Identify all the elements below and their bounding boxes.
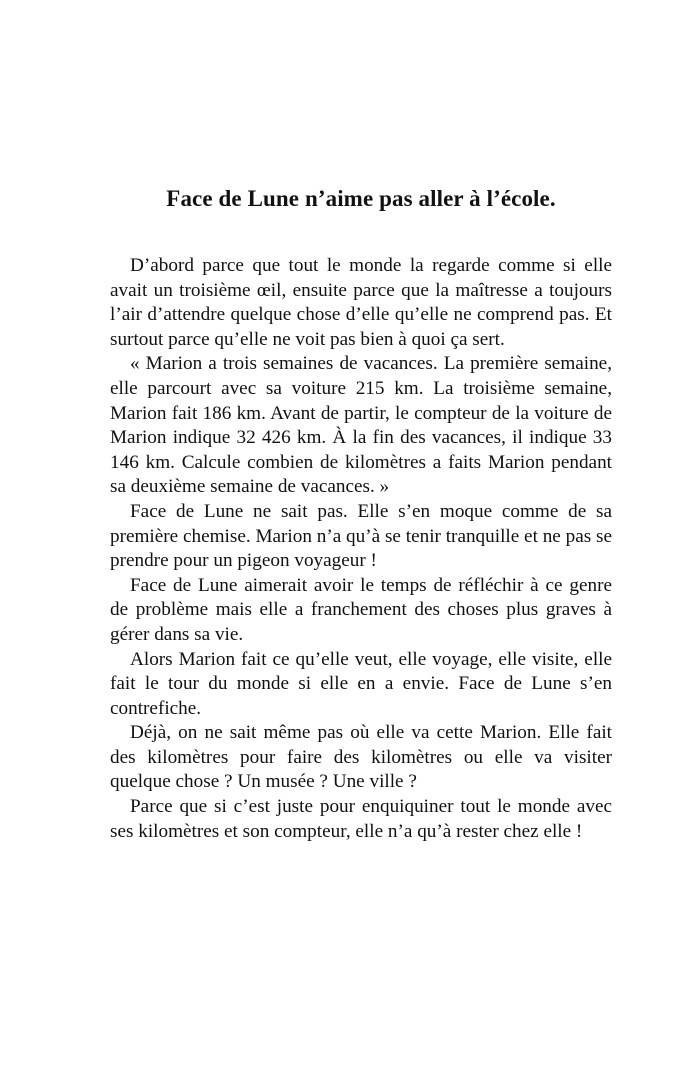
paragraph: Alors Marion fait ce qu’elle veut, elle voyage, elle visite, elle fait le tour du monde si elle en a envie. Face de Lune s’en contrefiche. — [110, 648, 612, 719]
paragraph: Parce que si c’est juste pour enquiquiner tout le monde avec ses kilomètres et son compteur, elle n’a qu’à rester chez elle ! — [110, 796, 612, 842]
chapter-title: Face de Lune n’aime pas aller à l’école. — [166, 186, 556, 211]
body-text — [110, 254, 612, 844]
paragraph: Déjà, on ne sait même pas où elle va cette Marion. Elle fait des kilomètres pour faire des kilomètres ou elle va visiter quelque chose ? Un musée ? Une ville ? — [110, 722, 612, 793]
paragraph: « Marion a trois semaines de vacances. La première semaine, elle parcourt avec sa voiture 215 km. La troisième semaine, Marion fait 186 km. Avant de partir, le compteur de la voiture de Marion indique 32 426 km. À la fin des vacances, il indique 33 146 km. Calcule combien de kilomètres a faits Marion pendant sa deuxième semaine de vacances. » — [110, 353, 612, 498]
paragraph: Face de Lune ne sait pas. Elle s’en moque comme de sa première chemise. Marion n’a qu’à se tenir tranquille et ne pas se prendre pour un pigeon voyageur ! — [110, 500, 612, 572]
paragraph: D’abord parce que tout le monde la regarde comme si elle avait un troisième œil, ensuite parce que la maîtresse a toujours l’air d’attendre quelque chose d’elle qu’elle ne comprend pas. Et surtout parce qu’elle ne voit pas bien à quoi ça sert. — [110, 255, 612, 350]
paragraph: Face de Lune aimerait avoir le temps de réfléchir à ce genre de problème mais elle a franchement des choses plus graves à gérer dans sa vie. — [110, 574, 612, 645]
